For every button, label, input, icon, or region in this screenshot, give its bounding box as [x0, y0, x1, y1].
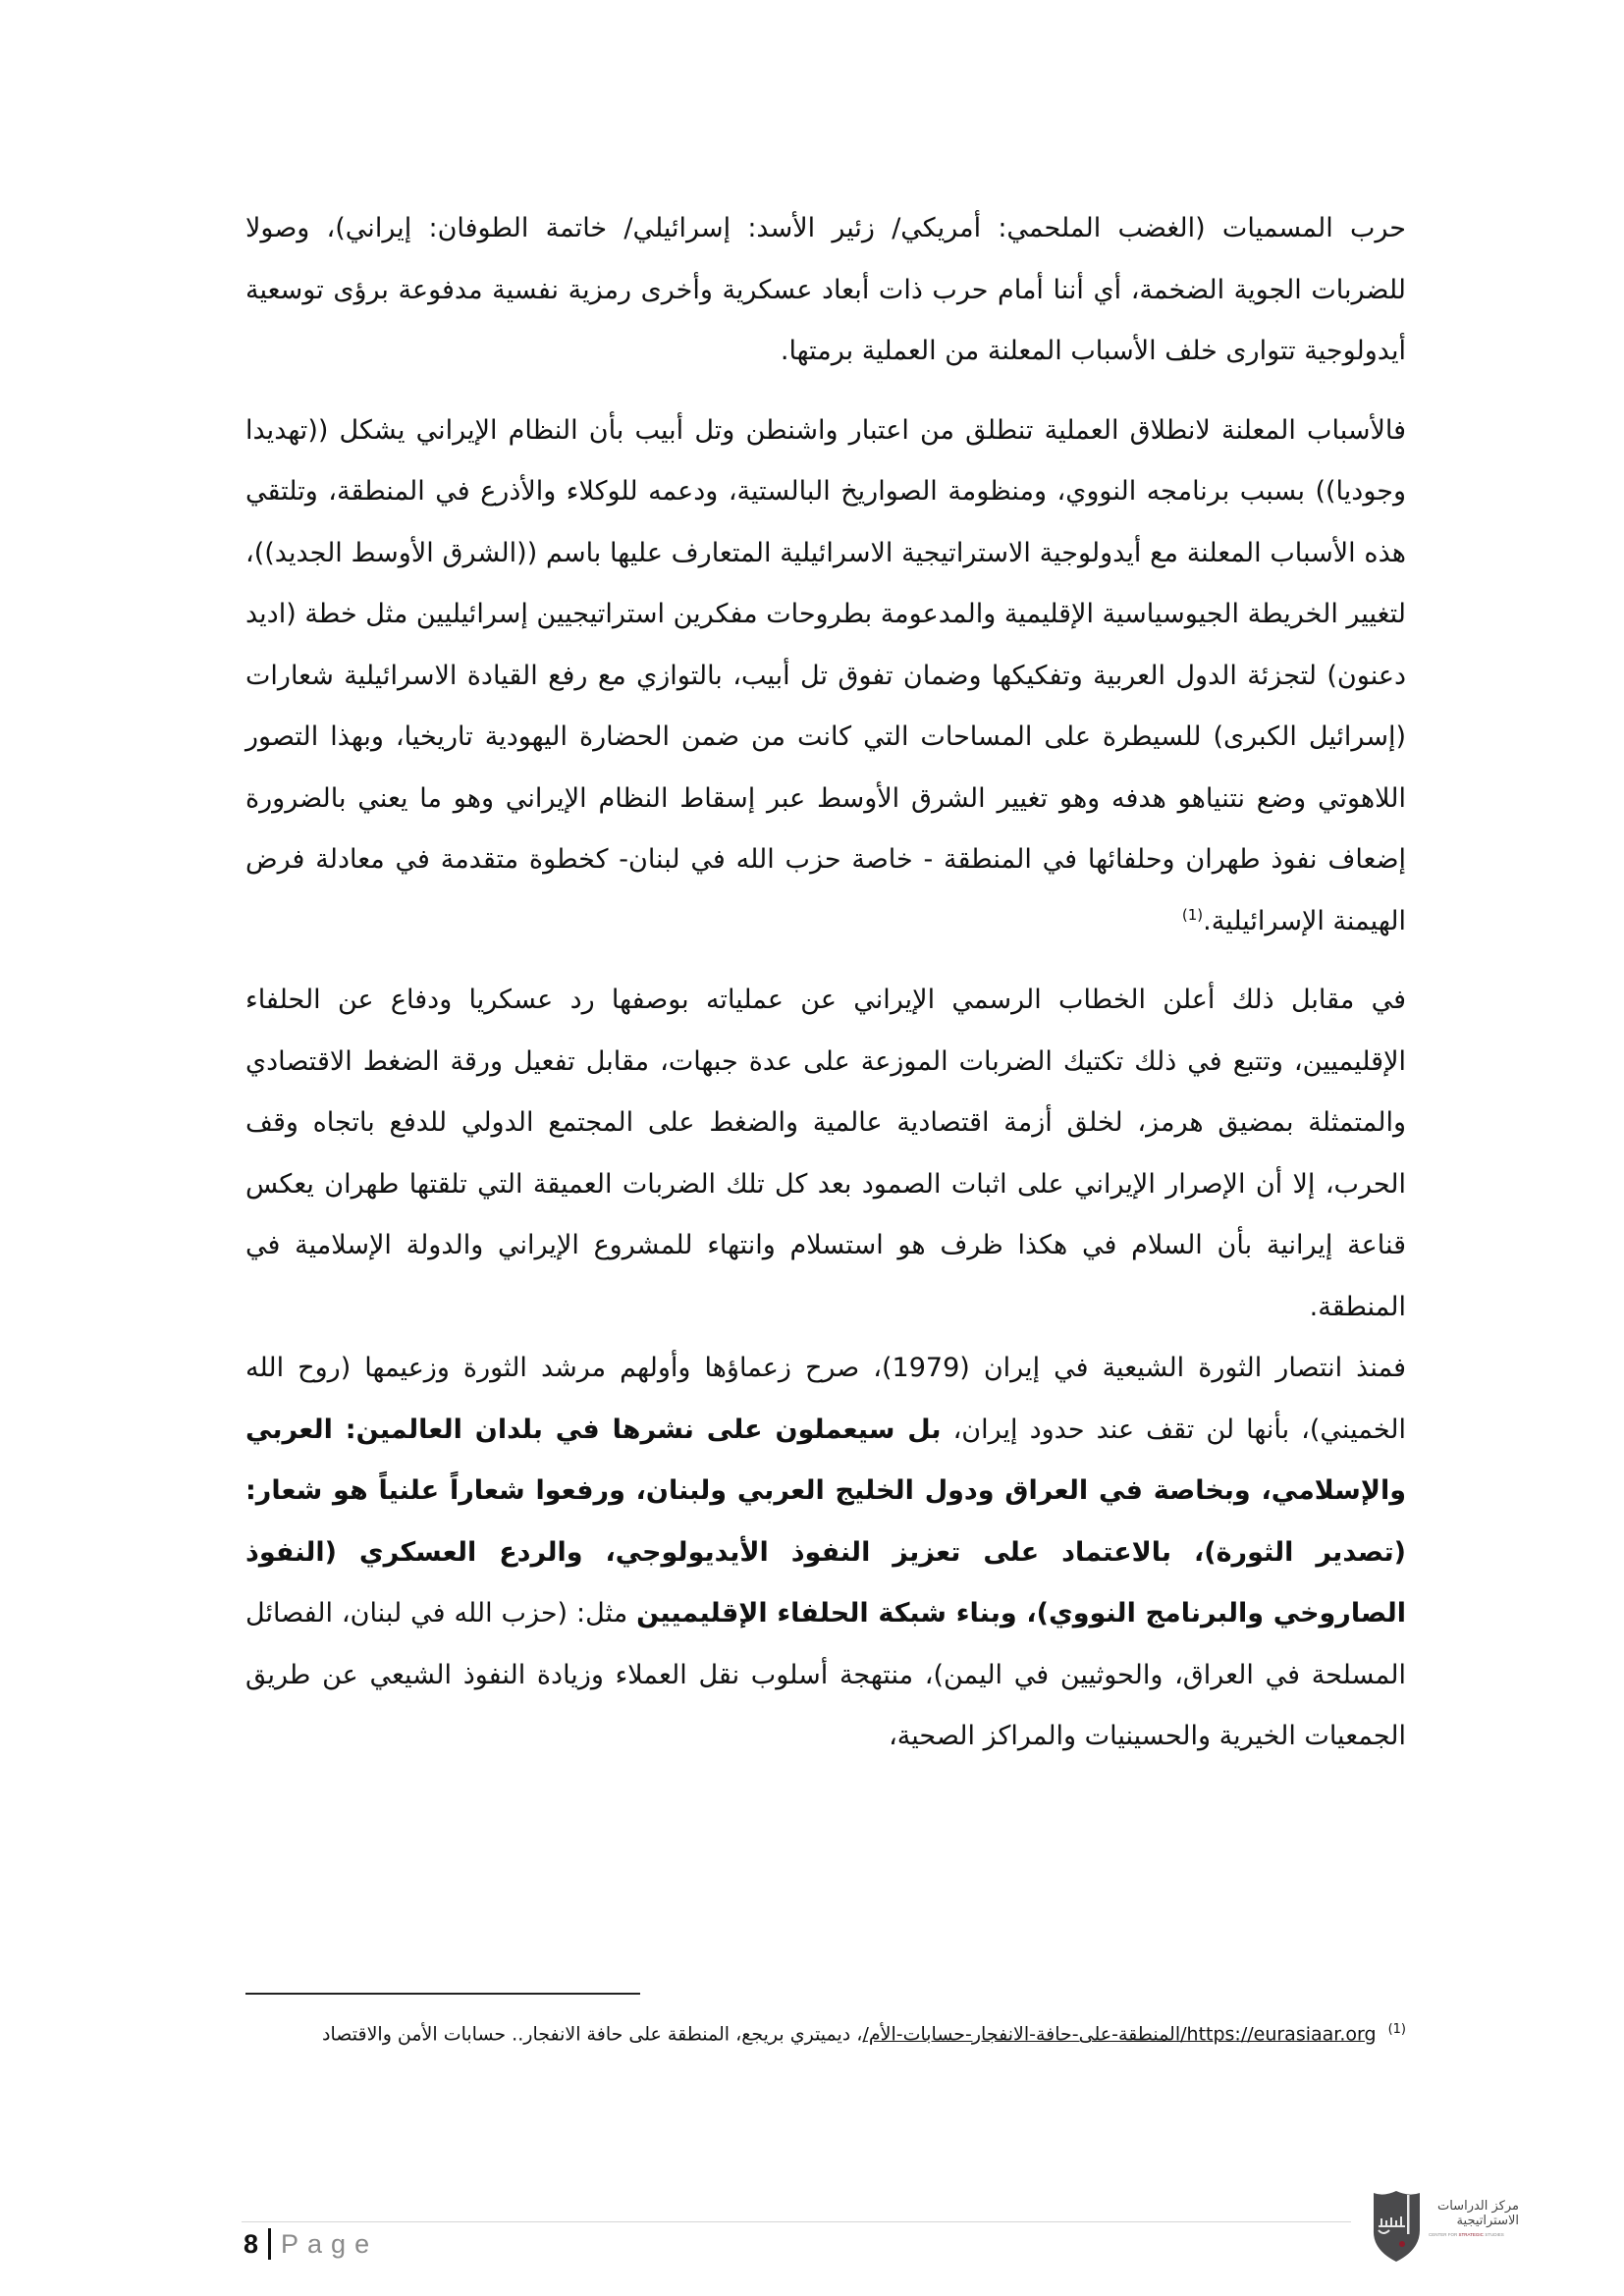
footnote-separator	[245, 1993, 640, 1995]
paragraph-bold-text: بل سيعملون على نشرها في بلدان العالمين: العربي والإسلامي، وبخاصة في العراق ودول الخليج العربي ولبنان، ورفعوا شعاراً علنياً هو شعار: (تصدير الثورة)، بالاعتماد على تعزيز النفوذ الأيديولوجي، والردع العسكري (النفوذ الصاروخي والبرنامج النووي)، وبناء شبكة الحلفاء الإقليميين	[245, 1414, 1406, 1629]
paragraph-text: فمنذ انتصار الثورة الشيعية في إيران (1979)، صرح زعماؤها وأولهم مرشد الثورة وزعيمها (روح الله الخميني)، بأنها لن تقف عند حدود إيران،	[245, 1353, 1406, 1445]
paragraph-4	[245, 1338, 1406, 1768]
paragraph-text: في مقابل ذلك أعلن الخطاب الرسمي الإيراني عن عملياته بوصفها رد عسكريا ودفاع عن الحلفاء الإقليميين، وتتبع في ذلك تكتيك الضربات الموزعة على عدة جبهات، مقابل تفعيل ورقة الضغط الاقتصادي والمتمثلة بمضيق هرمز، لخلق أزمة اقتصادية عالمية والضغط على المجتمع الدولي للدفع باتجاه وقف الحرب، إلا أن الإصرار الإيراني على اثبات الصمود بعد كل تلك الضربات العميقة التي تلقتها طهران يعكس قناعة إيرانية بأن السلام في هكذا ظرف هو استسلام وانتهاء للمشروع الإيراني والدولة الإسلامية في المنطقة.	[245, 985, 1406, 1322]
footnote-number: (1)	[1387, 2022, 1406, 2037]
paragraph-3	[245, 970, 1406, 1338]
logo-english	[1429, 2232, 1519, 2237]
page-number-value: 8	[244, 2228, 259, 2259]
paragraph-2	[245, 400, 1406, 953]
footer-divider	[242, 2221, 1351, 2222]
logo-english-prefix: CENTER FOR	[1429, 2232, 1459, 2237]
logo-english-highlight: STRATEGIC	[1458, 2232, 1484, 2237]
paragraph-1	[245, 198, 1406, 383]
footnote-link[interactable]: https://eurasiaar.org/المنطقة-على-حافة-الانفجار-حسابات-الأم/	[862, 2023, 1377, 2046]
paragraph-text: حرب المسميات (الغضب الملحمي: أمريكي/ زئير الأسد: إسرائيلي/ خاتمة الطوفان: إيراني)، وصولا للضربات الجوية الضخمة، أي أننا أمام حرب ذات أبعاد عسكرية وأخرى رمزية نفسية مدفوعة برؤى توسعية أيدولوجية تتوارى خلف الأسباب المعلنة من العملية برمتها.	[245, 213, 1406, 366]
logo-arabic-line2: الاستراتيجية	[1456, 2214, 1519, 2228]
footnote-text: ، ديميتري بريجع، المنطقة على حافة الانفجار.. حسابات الأمن والاقتصاد	[322, 2023, 863, 2046]
center-logo	[1370, 2187, 1527, 2266]
footnote-1	[245, 2010, 1406, 2054]
logo-english-suffix: STUDIES	[1483, 2232, 1504, 2237]
logo-arabic-line1: مركز الدراسات	[1436, 2199, 1519, 2214]
footnote-reference[interactable]: (1)	[1181, 905, 1204, 924]
shield-logo-icon	[1370, 2187, 1424, 2264]
paragraph-text: فالأسباب المعلنة لانطلاق العملية تنطلق من اعتبار واشنطن وتل أبيب بأن النظام الإيراني يشكل ((تهديدا وجوديا)) بسبب برنامجه النووي، ومنظومة الصواريخ البالستية، ودعمه للوكلاء والأذرع في المنطقة، وتلتقي هذه الأسباب المعلنة مع أيدولوجية الاستراتيجية الاسرائيلية المتعارف عليها باسم ((الشرق الأوسط الجديد))، لتغيير الخريطة الجيوسياسية الإقليمية والمدعومة بطروحات مفكرين استراتيجيين إسرائيليين مثل خطة (اديد دعنون) لتجزئة الدول العربية وتفكيكها وضمان تفوق تل أبيب، بالتوازي مع رفع القيادة الاسرائيلية شعارات (إسرائيل الكبرى) للسيطرة على المساحات التي كانت من ضمن الحضارة اليهودية تاريخيا، وبهذا التصور اللاهوتي وضع نتنياهو هدفه وهو تغيير الشرق الأوسط عبر إسقاط النظام الإيراني وهو ما يعني بالضرورة إضعاف نفوذ طهران وحلفائها في المنطقة - خاصة حزب الله في لبنان- كخطوة متقدمة في معادلة فرض الهيمنة الإسرائيلية.	[245, 414, 1406, 936]
paragraph-text: مثل: (حزب الله في لبنان، الفصائل المسلحة في العراق، والحوثيين في اليمن)، منتهجة أسلوب نقل العملاء وزيادة النفوذ الشيعي عن طريق الجمعيات الخيرية والحسينيات والمراكز الصحية،	[245, 1598, 1406, 1751]
page-label: Page	[281, 2228, 379, 2259]
page-number	[244, 2228, 378, 2260]
body-text	[245, 198, 1406, 1768]
logo-text	[1429, 2199, 1519, 2237]
page-number-separator	[268, 2228, 271, 2260]
